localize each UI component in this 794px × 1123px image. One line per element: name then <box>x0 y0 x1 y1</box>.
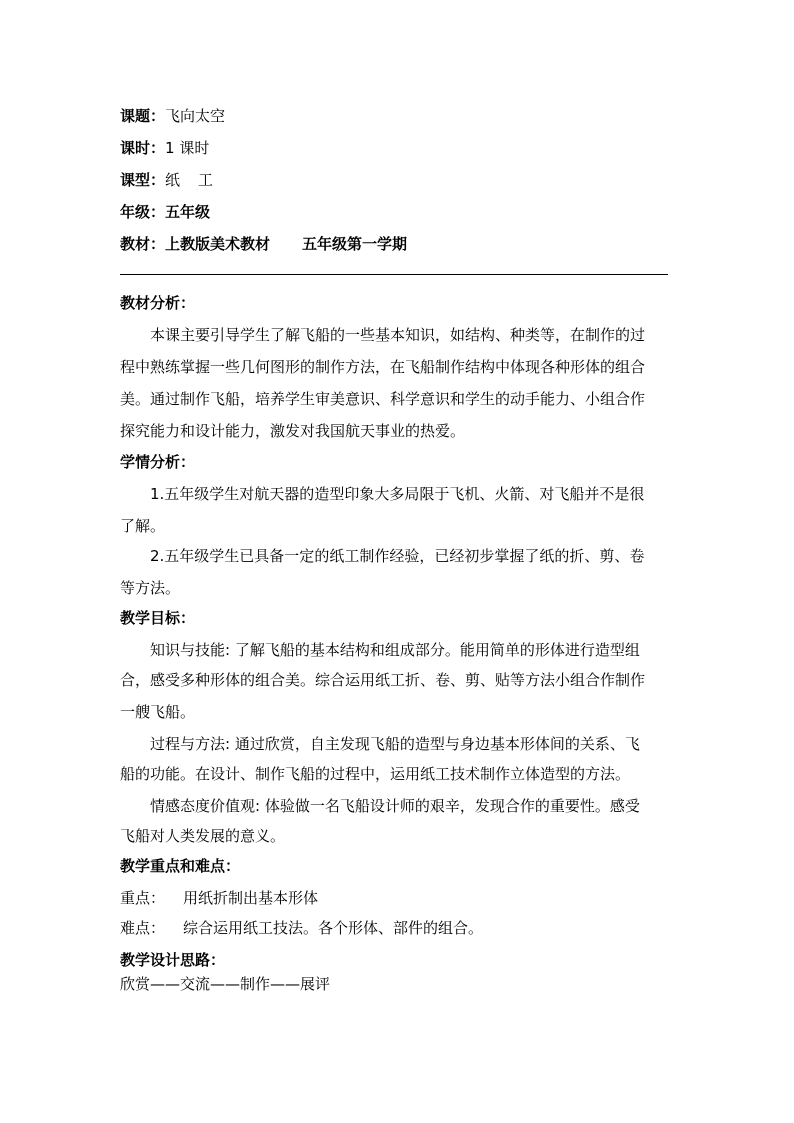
objectives-heading: 教学目标： <box>120 609 196 627</box>
textbook-row <box>120 234 680 254</box>
type-row <box>120 170 680 190</box>
design-heading: 教学设计思路： <box>120 951 226 969</box>
topic-label: 课题： <box>120 107 166 125</box>
focus-value: 用纸折制出基本形体 <box>183 889 319 907</box>
type-label: 课型： <box>120 171 166 189</box>
objectives-line: 船的功能。在设计、制作飞船的过程中，运用纸工技术制作立体造型的方法。 <box>120 765 631 783</box>
student-analysis-line: 等方法。 <box>120 579 181 597</box>
objectives-line: 合，感受多种形体的组合美。综合运用纸工折、卷、剪、贴等方法小组合作制作 <box>120 671 646 689</box>
objectives-line: 情感态度价值观: 体验做一名飞船设计师的艰辛，发现合作的重要性。感受 <box>150 797 640 815</box>
design-flow: 欣赏——交流——制作——展评 <box>120 975 331 993</box>
type-value-2: 工 <box>198 171 214 189</box>
grade-value: 五年级 <box>165 203 211 221</box>
textbook-label: 教材： <box>120 235 166 253</box>
type-value-1: 纸 <box>165 171 181 189</box>
objectives-line: 过程与方法: 通过欣赏，自主发现飞船的造型与身边基本形体间的关系、飞 <box>150 735 640 753</box>
objectives-line: 知识与技能: 了解飞船的基本结构和组成部分。能用简单的形体进行造型组 <box>150 641 640 659</box>
objectives-line: 一艘飞船。 <box>120 703 196 721</box>
difficulty-row <box>120 918 680 938</box>
hours-row <box>120 138 680 158</box>
topic-row <box>120 106 680 126</box>
student-analysis-line: 2.五年级学生已具备一定的纸工制作经验，已经初步掌握了纸的折、剪、卷 <box>150 547 645 565</box>
difficulty-value: 综合运用纸工技法。各个形体、部件的组合。 <box>183 919 484 937</box>
student-analysis-heading: 学情分析： <box>120 453 196 471</box>
key-points-heading: 教学重点和难点： <box>120 857 241 875</box>
hours-label: 课时： <box>120 139 166 157</box>
material-analysis-line: 本课主要引导学生了解飞船的一些基本知识，如结构、种类等，在制作的过 <box>150 326 646 344</box>
material-analysis-line: 程中熟练掌握一些几何图形的制作方法，在飞船制作结构中体现各种形体的组合 <box>120 358 646 376</box>
topic-value: 飞向太空 <box>165 107 226 125</box>
student-analysis-line: 1.五年级学生对航天器的造型印象大多局限于飞机、火箭、对飞船并不是很 <box>150 485 645 503</box>
material-analysis-line: 探究能力和设计能力，激发对我国航天事业的热爱。 <box>120 422 466 440</box>
hours-value: 1 课时 <box>165 139 210 157</box>
material-analysis-heading: 教材分析： <box>120 294 196 312</box>
difficulty-label: 难点： <box>120 919 166 937</box>
student-analysis-line: 了解。 <box>120 517 166 535</box>
material-analysis-line: 美。通过制作飞船，培养学生审美意识、科学意识和学生的动手能力、小组合作 <box>120 390 646 408</box>
divider-line <box>120 274 668 275</box>
grade-row <box>120 202 680 222</box>
focus-row <box>120 888 680 908</box>
focus-label: 重点： <box>120 889 166 907</box>
objectives-line: 飞船对人类发展的意义。 <box>120 827 286 845</box>
textbook-value: 上教版美术教材 <box>165 235 271 253</box>
grade-label: 年级： <box>120 203 166 221</box>
semester-value: 五年级第一学期 <box>302 235 408 253</box>
